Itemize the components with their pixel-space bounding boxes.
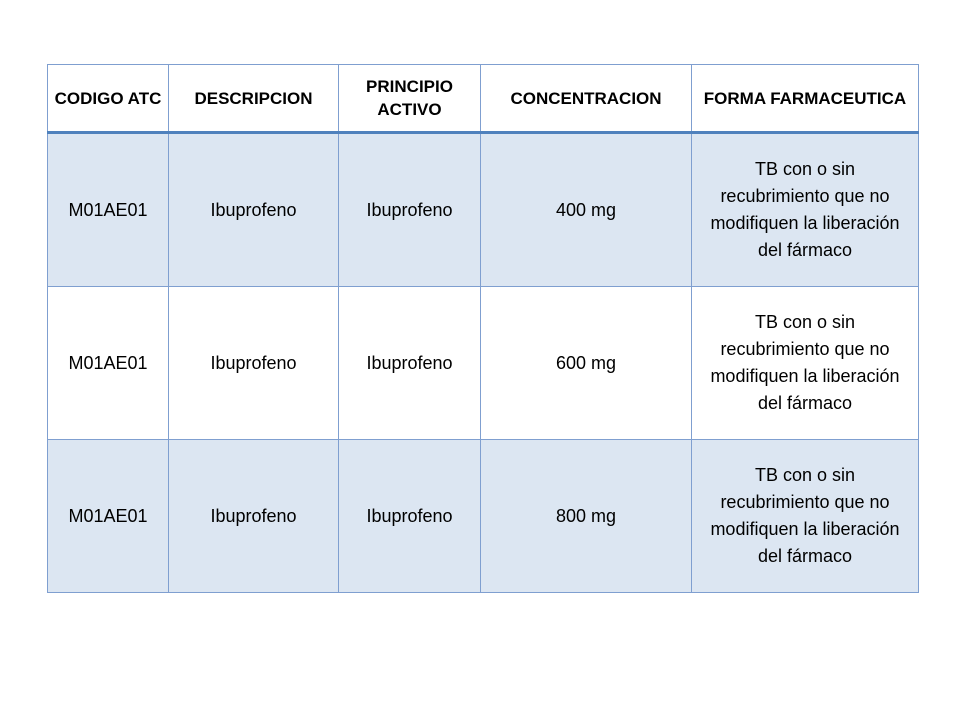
cell-principio-activo: Ibuprofeno bbox=[339, 133, 481, 287]
cell-codigo-atc: M01AE01 bbox=[48, 133, 169, 287]
cell-codigo-atc: M01AE01 bbox=[48, 287, 169, 440]
cell-descripcion: Ibuprofeno bbox=[169, 440, 339, 593]
cell-forma-farmaceutica: TB con o sin recubrimiento que no modifiquen la liberación del fármaco bbox=[692, 440, 919, 593]
cell-concentracion: 400 mg bbox=[481, 133, 692, 287]
table-row bbox=[48, 287, 919, 440]
header-row bbox=[48, 65, 919, 133]
cell-principio-activo: Ibuprofeno bbox=[339, 287, 481, 440]
cell-concentracion: 600 mg bbox=[481, 287, 692, 440]
header-concentracion: CONCENTRACION bbox=[481, 65, 692, 133]
cell-principio-activo: Ibuprofeno bbox=[339, 440, 481, 593]
header-codigo-atc: CODIGO ATC bbox=[48, 65, 169, 133]
cell-descripcion: Ibuprofeno bbox=[169, 287, 339, 440]
table-row bbox=[48, 133, 919, 287]
cell-forma-farmaceutica: TB con o sin recubrimiento que no modifiquen la liberación del fármaco bbox=[692, 133, 919, 287]
header-forma-farmaceutica: FORMA FARMACEUTICA bbox=[692, 65, 919, 133]
cell-codigo-atc: M01AE01 bbox=[48, 440, 169, 593]
header-descripcion: DESCRIPCION bbox=[169, 65, 339, 133]
cell-concentracion: 800 mg bbox=[481, 440, 692, 593]
drug-table bbox=[47, 64, 919, 593]
header-principio-activo: PRINCIPIO ACTIVO bbox=[339, 65, 481, 133]
table-row bbox=[48, 440, 919, 593]
cell-descripcion: Ibuprofeno bbox=[169, 133, 339, 287]
table-body bbox=[48, 133, 919, 593]
cell-forma-farmaceutica: TB con o sin recubrimiento que no modifiquen la liberación del fármaco bbox=[692, 287, 919, 440]
table-header bbox=[48, 65, 919, 133]
